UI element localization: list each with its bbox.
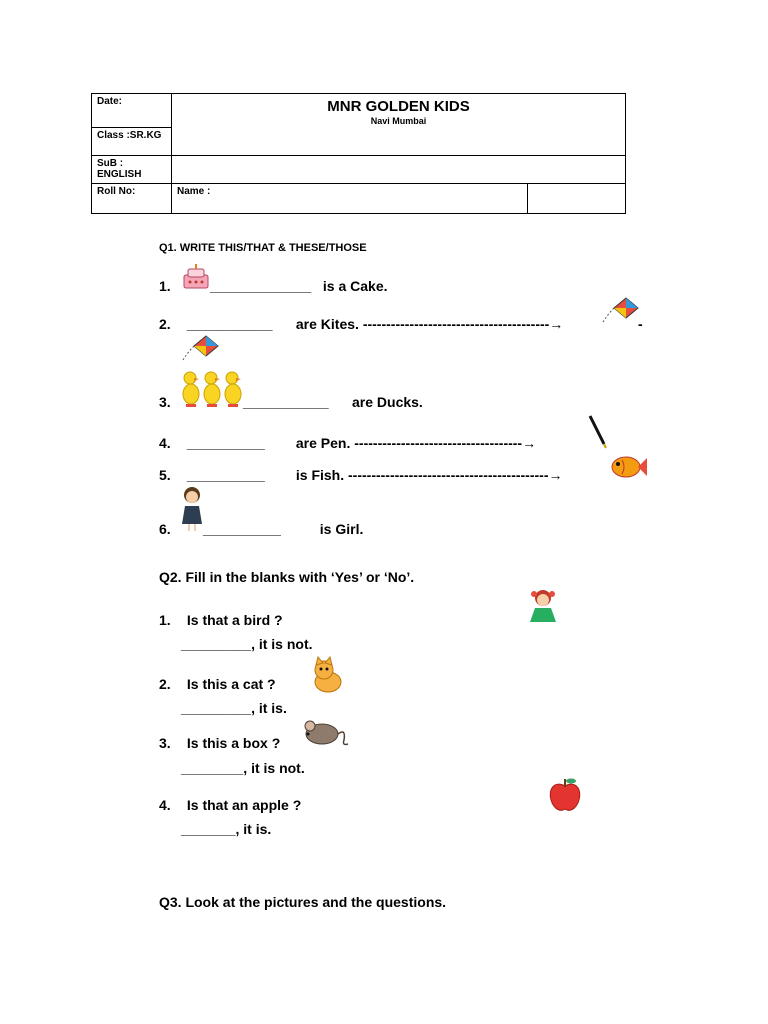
q1-item-2-tail: - (638, 316, 643, 332)
q2-item-3-question (159, 735, 280, 751)
name-cell[interactable] (172, 184, 528, 214)
question-text: Is this a cat ? (186, 676, 276, 692)
question-text: Is this a box ? (186, 735, 281, 751)
item-number: 5. (159, 467, 171, 483)
name-label: Name : (177, 186, 211, 197)
subject-label: SuB : ENGLISH (97, 158, 142, 180)
item-number: 4. (159, 797, 171, 813)
school-city: Navi Mumbai (370, 116, 427, 126)
item-number: 1. (159, 612, 171, 628)
q1-item-5 (159, 467, 563, 483)
mouse-icon (300, 716, 350, 750)
q2-item-2-answer[interactable]: _________, it is. (181, 700, 287, 716)
q1-item-4 (159, 435, 536, 451)
q2-item-1-answer[interactable]: _________, it is not. (181, 636, 313, 652)
date-label: Date: (97, 96, 123, 107)
q1-item-6-text (203, 521, 363, 537)
fish-icon (608, 452, 648, 482)
class-label: Class :SR.KG (97, 130, 162, 141)
answer-blank[interactable]: __________ (186, 467, 265, 483)
q2-item-3-answer[interactable]: ________, it is not. (181, 760, 305, 776)
kite-icon (180, 334, 220, 366)
item-text: are Ducks. (352, 394, 423, 410)
item-text: is Girl. (319, 521, 364, 537)
school-cell (172, 94, 626, 156)
item-number: 2. (159, 676, 171, 692)
kite-icon (600, 296, 640, 328)
item-text: is Fish. -------------------------------------------→ (295, 467, 563, 483)
q2-item-2-question (159, 676, 276, 692)
answer-blank[interactable]: ___________ (186, 316, 273, 332)
subject-cell (92, 156, 172, 184)
question-text: Is that an apple ? (186, 797, 302, 813)
q2-item-4-question (159, 797, 301, 813)
ducks-icon (180, 366, 244, 410)
q1-item-1 (159, 278, 183, 294)
q2-item-4-answer[interactable]: _______, it is. (181, 821, 272, 837)
item-number: 6. (159, 521, 171, 537)
answer-blank[interactable]: ___________ (243, 394, 329, 410)
q1-item-3-text (243, 394, 423, 410)
apple-icon (546, 776, 584, 814)
girl-icon (180, 486, 204, 534)
extra-cell[interactable] (528, 184, 626, 214)
school-name: MNR GOLDEN KIDS (327, 98, 470, 115)
cake-icon (181, 262, 211, 292)
item-number: 3. (159, 394, 171, 410)
cat-icon (308, 656, 348, 694)
roll-cell (92, 184, 172, 214)
question-text: Is that a bird ? (186, 612, 283, 628)
item-number: 3. (159, 735, 171, 751)
q1-item-2 (159, 316, 563, 332)
item-text: are Pen. ------------------------------------→ (295, 435, 537, 451)
item-number: 1. (159, 278, 171, 294)
q1-item-1-text (210, 278, 388, 294)
roll-label: Roll No: (97, 186, 136, 197)
answer-blank[interactable]: __________ (186, 435, 265, 451)
item-number: 4. (159, 435, 171, 451)
item-text: are Kites. ----------------------------------------→ (295, 316, 564, 332)
header-table (91, 93, 626, 214)
class-cell (92, 128, 172, 156)
answer-blank[interactable]: _____________ (210, 278, 312, 294)
answer-blank[interactable]: __________ (203, 521, 281, 537)
subject-blank-cell[interactable] (172, 156, 626, 184)
date-cell (92, 94, 172, 128)
doll-icon (526, 588, 560, 628)
q3-title: Q3. Look at the pictures and the questions. (159, 894, 447, 910)
item-number: 2. (159, 316, 171, 332)
pen-icon (586, 414, 610, 450)
q2-item-1-question (159, 612, 283, 628)
q1-title: Q1. WRITE THIS/THAT & THESE/THOSE (159, 242, 367, 254)
item-text: is a Cake. (322, 278, 388, 294)
q2-title: Q2. Fill in the blanks with ‘Yes’ or ‘No’. (159, 569, 415, 585)
